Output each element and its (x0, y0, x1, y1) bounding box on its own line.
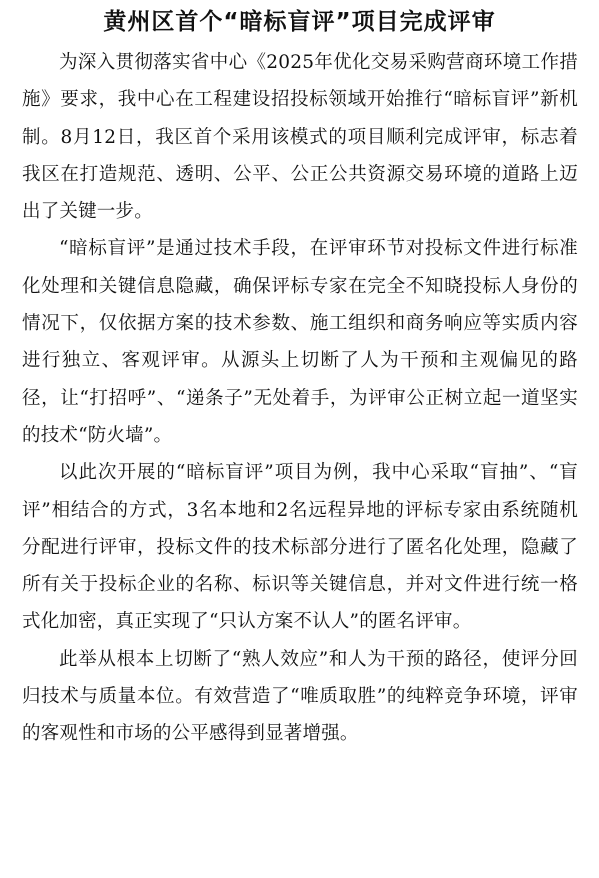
article-body (22, 44, 578, 753)
paragraph-1: 为深入贯彻落实省中心《2025年优化交易采购营商环境工作措施》要求，我中心在工程建设招投标领域开始推行“暗标盲评”新机制。8月12日，我区首个采用该模式的项目顺利完成评审，标志着我区在打造规范、透明、公平、公正公共资源交易环境的道路上迈出了关键一步。 (22, 52, 578, 223)
article-title: 黄州区首个“暗标盲评”项目完成评审 (103, 9, 496, 35)
paragraph-2: “暗标盲评”是通过技术手段，在评审环节对投标文件进行标准化处理和关键信息隐藏，确保评标专家在完全不知晓投标人身份的情况下，仅依据方案的技术参数、施工组织和商务响应等实质内容进行独立、客观评审。从源头上切断了人为干预和主观偏见的路径，让“打招呼”、“递条子”无处着手，为评审公正树立起一道坚实的技术“防火墙”。 (22, 238, 578, 446)
paragraph-3: 以此次开展的“暗标盲评”项目为例，我中心采取“盲抽”、“盲评”相结合的方式，3名本地和2名远程异地的评标专家由系统随机分配进行评审，投标文件的技术标部分进行了匿名化处理，隐藏了所有关于投标企业的名称、标识等关键信息，并对文件进行统一格式化加密，真正实现了“只认方案不认人”的匿名评审。 (22, 462, 578, 633)
paragraph-4: 此举从根本上切断了“熟人效应”和人为干预的路径，使评分回归技术与质量本位。有效营造了“唯质取胜”的纯粹竞争环境，评审的客观性和市场的公平感得到显著增强。 (22, 648, 578, 745)
